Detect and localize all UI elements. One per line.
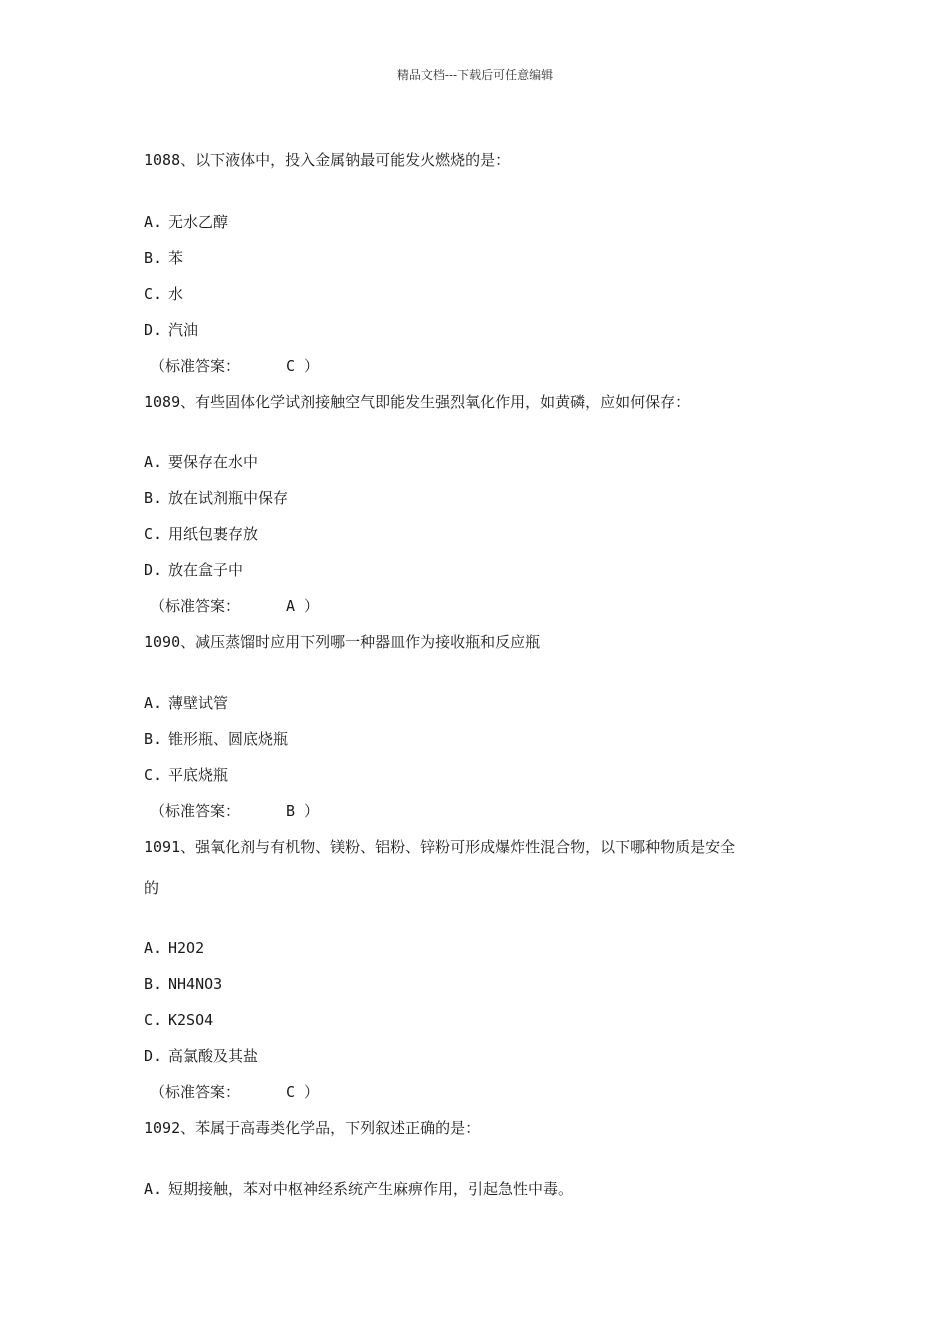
option-a xyxy=(144,452,258,472)
option-label: C. xyxy=(144,285,163,303)
option-c xyxy=(144,765,228,785)
option-text: 放在盒子中 xyxy=(168,561,244,579)
option-text: K2SO4 xyxy=(168,1011,214,1029)
option-c xyxy=(144,284,183,304)
option-label: D. xyxy=(144,321,163,339)
answer-label: （标准答案： xyxy=(150,597,241,615)
option-text: 放在试剂瓶中保存 xyxy=(168,489,289,507)
option-text: 水 xyxy=(168,285,184,303)
option-text: 高氯酸及其盐 xyxy=(168,1047,259,1065)
option-c xyxy=(144,1010,213,1030)
page-header: 精品文档---下载后可任意编辑 xyxy=(396,68,554,82)
option-d xyxy=(144,560,243,580)
option-text: 用纸包裹存放 xyxy=(168,525,259,543)
option-label: D. xyxy=(144,1047,163,1065)
answer-1090 xyxy=(150,801,319,821)
option-a xyxy=(144,693,228,713)
answer-value: C ） xyxy=(286,1083,320,1101)
question-1088: 1088、以下液体中，投入金属钠最可能发火燃烧的是： xyxy=(144,151,511,169)
option-label: D. xyxy=(144,561,163,579)
option-a xyxy=(144,1179,573,1199)
option-d xyxy=(144,320,198,340)
answer-value: C ） xyxy=(286,357,320,375)
answer-label: （标准答案： xyxy=(150,1083,241,1101)
option-b xyxy=(144,248,183,268)
option-label: C. xyxy=(144,525,163,543)
option-text: 平底烧瓶 xyxy=(168,766,229,784)
option-text: 要保存在水中 xyxy=(168,453,259,471)
option-label: A. xyxy=(144,1180,163,1198)
option-label: A. xyxy=(144,939,163,957)
option-b xyxy=(144,488,288,508)
question-1089: 1089、有些固体化学试剂接触空气即能发生强烈氧化作用，如黄磷，应如何保存： xyxy=(144,393,691,411)
option-text: 苯 xyxy=(168,249,184,267)
option-c xyxy=(144,524,258,544)
option-text: 薄壁试管 xyxy=(168,694,229,712)
answer-value: B ） xyxy=(286,802,320,820)
option-label: C. xyxy=(144,766,163,784)
option-label: B. xyxy=(144,730,163,748)
question-1092: 1092、苯属于高毒类化学品，下列叙述正确的是： xyxy=(144,1119,481,1137)
option-text: NH4NO3 xyxy=(168,975,223,993)
option-label: B. xyxy=(144,489,163,507)
option-a xyxy=(144,212,228,232)
answer-1088 xyxy=(150,356,319,376)
option-text: 无水乙醇 xyxy=(168,213,229,231)
answer-1089 xyxy=(150,596,319,616)
question-1091-continued: 的 xyxy=(144,879,160,897)
option-a xyxy=(144,938,204,958)
option-label: B. xyxy=(144,249,163,267)
option-label: B. xyxy=(144,975,163,993)
answer-1091 xyxy=(150,1082,319,1102)
option-label: A. xyxy=(144,694,163,712)
question-1091: 1091、强氧化剂与有机物、镁粉、铝粉、锌粉可形成爆炸性混合物，以下哪种物质是安全 xyxy=(144,838,736,856)
answer-value: A ） xyxy=(286,597,320,615)
option-text: H2O2 xyxy=(168,939,205,957)
option-d xyxy=(144,1046,258,1066)
question-1090: 1090、减压蒸馏时应用下列哪一种器皿作为接收瓶和反应瓶 xyxy=(144,633,541,651)
option-label: C. xyxy=(144,1011,163,1029)
option-text: 锥形瓶、圆底烧瓶 xyxy=(168,730,289,748)
option-label: A. xyxy=(144,213,163,231)
option-b xyxy=(144,974,222,994)
option-text: 汽油 xyxy=(168,321,199,339)
option-b xyxy=(144,729,288,749)
answer-label: （标准答案： xyxy=(150,357,241,375)
answer-label: （标准答案： xyxy=(150,802,241,820)
option-label: A. xyxy=(144,453,163,471)
option-text: 短期接触，苯对中枢神经系统产生麻痹作用，引起急性中毒。 xyxy=(168,1180,574,1198)
